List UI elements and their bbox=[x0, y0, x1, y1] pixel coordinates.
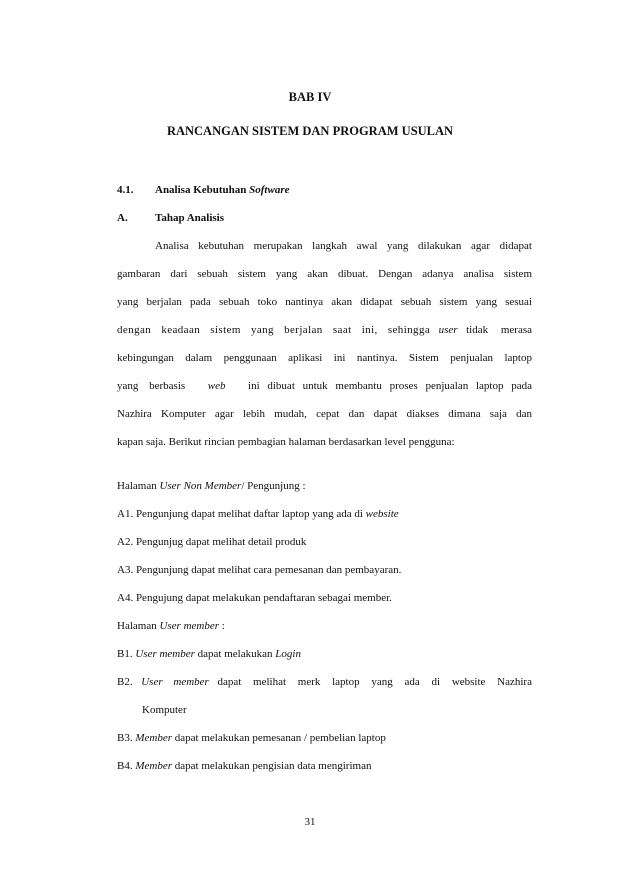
list-item: A3. Pengunjung dapat melihat cara pemesanan dan pembayaran. bbox=[117, 564, 402, 576]
label-text: / Pengunjung : bbox=[241, 480, 306, 492]
paragraph-line: kapan saja. Berikut rincian pembagian halaman berdasarkan level pengguna: bbox=[117, 436, 455, 448]
list-item-text: B3. bbox=[117, 732, 136, 744]
paragraph-line bbox=[117, 380, 532, 392]
subsection-heading bbox=[117, 212, 224, 224]
chapter-title: RANCANGAN SISTEM DAN PROGRAM USULAN bbox=[166, 124, 454, 138]
list-item-text: dapat melakukan bbox=[194, 648, 276, 660]
list-item bbox=[117, 760, 532, 772]
paragraph-line: Analisa kebutuhan merupakan langkah awal yang dilakukan agar didapat bbox=[155, 240, 532, 252]
label-text: : bbox=[219, 620, 225, 632]
label-text: Halaman bbox=[117, 480, 160, 492]
list-item-italic: User member bbox=[141, 676, 209, 688]
paragraph-line: Nazhira Komputer agar lebih mudah, cepat dan dapat diakses dimana saja dan bbox=[117, 408, 532, 420]
label-italic: User member bbox=[159, 620, 220, 632]
label-text: Halaman bbox=[117, 620, 160, 632]
list-item-continuation: Komputer bbox=[142, 704, 187, 716]
paragraph-text: ini dibuat untuk membantu proses penjualan laptop pada bbox=[248, 380, 532, 392]
list-item-italic: User member bbox=[135, 648, 195, 660]
paragraph-text: tidak merasa bbox=[466, 324, 532, 336]
section-heading bbox=[117, 184, 290, 196]
paragraph-line bbox=[117, 324, 532, 336]
subsection-title: Tahap Analisis bbox=[155, 212, 224, 224]
list-item-italic: website bbox=[365, 508, 399, 520]
section-number: 4.1. bbox=[117, 184, 134, 196]
list-item-text: B4. bbox=[117, 760, 136, 772]
section-title: Analisa Kebutuhan bbox=[155, 184, 250, 196]
list-item bbox=[117, 676, 532, 688]
page-number: 31 bbox=[304, 816, 316, 828]
list-item-text: A1. Pengunjung dapat melihat daftar laptop yang ada di bbox=[117, 508, 366, 520]
section-title-italic: Software bbox=[249, 184, 290, 196]
list-item-text: dapat melakukan pemesanan / pembelian laptop bbox=[172, 732, 386, 744]
paragraph-italic: user bbox=[438, 324, 458, 336]
list-item-text: B1. bbox=[117, 648, 136, 660]
list-item-italic: Login bbox=[275, 648, 301, 660]
paragraph-line: gambaran dari sebuah sistem yang akan dibuat. Dengan adanya analisa sistem bbox=[117, 268, 532, 280]
paragraph-line: yang berjalan pada sebuah toko nantinya akan didapat sebuah sistem yang sesuai bbox=[117, 296, 532, 308]
paragraph-line: kebingungan dalam penggunaan aplikasi ini nantinya. Sistem penjualan laptop bbox=[117, 352, 532, 364]
chapter-number: BAB IV bbox=[288, 90, 332, 104]
member-label bbox=[117, 620, 532, 632]
list-item-text: dapat melihat merk laptop yang ada di website Nazhira bbox=[217, 676, 532, 688]
subsection-letter: A. bbox=[117, 212, 128, 224]
list-item-italic: Member bbox=[135, 732, 172, 744]
list-item-text: B2. bbox=[117, 676, 133, 688]
paragraph-text: dengan keadaan sistem yang berjalan saat ini, sehingga bbox=[117, 324, 431, 336]
list-item: A2. Pengunjug dapat melihat detail produk bbox=[117, 536, 307, 548]
list-item bbox=[117, 648, 532, 660]
label-italic: User Non Member bbox=[159, 480, 242, 492]
list-item: A4. Pengujung dapat melakukan pendaftaran sebagai member. bbox=[117, 592, 392, 604]
list-item bbox=[117, 508, 532, 520]
list-item bbox=[117, 732, 532, 744]
paragraph-text: yang berbasis bbox=[117, 380, 186, 392]
list-item-text: dapat melakukan pengisian data mengiriman bbox=[172, 760, 372, 772]
non-member-label bbox=[117, 480, 532, 492]
paragraph-italic: web bbox=[207, 380, 226, 392]
list-item-italic: Member bbox=[135, 760, 172, 772]
